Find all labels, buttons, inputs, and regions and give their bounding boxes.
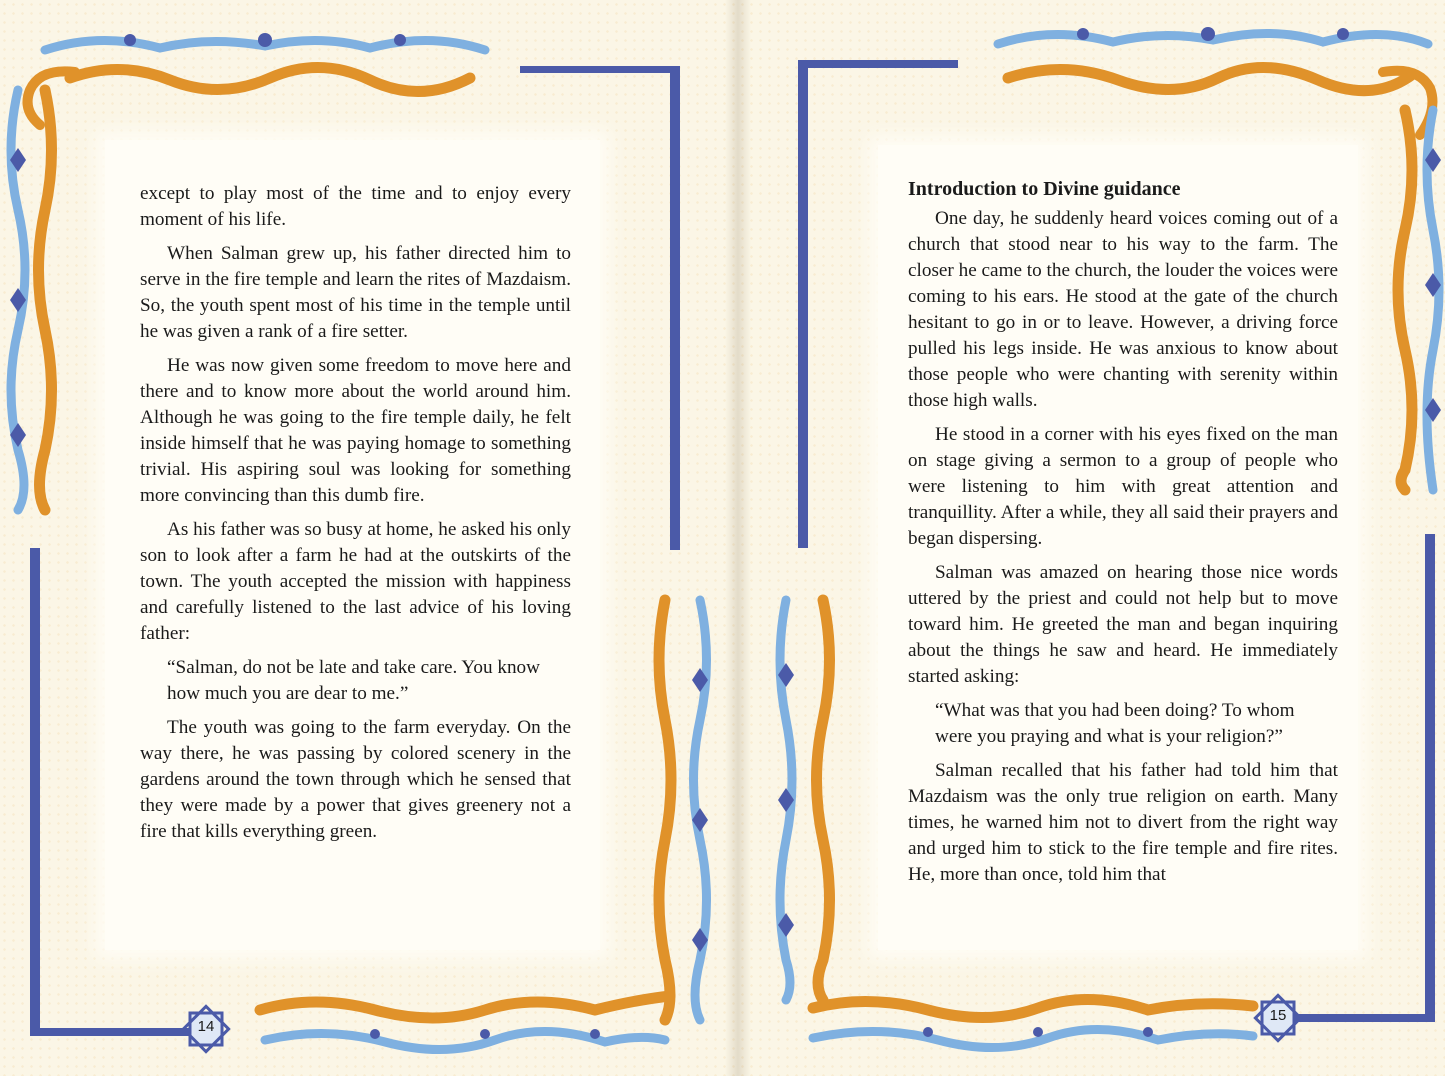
ornamental-border-icon	[1383, 110, 1445, 490]
right-frame-bar-left	[798, 60, 808, 548]
right-frame-bar-top	[798, 60, 958, 68]
right-frame-bar-bottom	[1293, 1014, 1435, 1022]
right-page-text	[908, 176, 1338, 896]
ornamental-border-icon	[645, 600, 720, 1020]
ornamental-border-icon	[808, 990, 1258, 1060]
paragraph: He was now given some freedom to move here and there and to know more about the world around him. Although he was going to the fire temple daily, he felt inside himself that he was paying homage to something trivial. His aspiring soul was looking for something more convincing than this dumb fire.	[140, 355, 571, 506]
paragraph: As his father was so busy at home, he asked his only son to look after a farm he had at the outskirts of the town. The youth accepted the mission with happiness and carefully listened to the last advice of his loving father:	[140, 519, 571, 644]
paragraph: When Salman grew up, his father directed him to serve in the fire temple and learn the rites of Mazdaism. So, the youth spent most of his time in the temple until he was given a rank of a fire setter.	[140, 243, 571, 342]
page-number: 14	[197, 1018, 215, 1035]
ornamental-border-icon	[0, 90, 70, 510]
ornamental-border-icon	[768, 600, 843, 1000]
section-heading: Introduction to Divine guidance	[908, 178, 1181, 200]
ornamental-border-icon	[993, 22, 1433, 112]
right-frame-bar-right	[1425, 534, 1435, 1022]
ornamental-border-icon	[40, 30, 490, 120]
left-frame-bar-left	[30, 548, 40, 1036]
paragraph: except to play most of the time and to enjoy every moment of his life.	[140, 183, 571, 230]
left-frame-bar-top	[520, 66, 680, 73]
page-number: 15	[1269, 1007, 1287, 1024]
paragraph: One day, he suddenly heard voices coming out of a church that stood near to his way to the farm. The closer he came to the church, the louder the voices were coming to his ears. He stood at the gate of the church hesitant to go in or to leave. However, a driving force pulled his legs inside. He was anxious to know about those people who were chanting with serenity within those high walls.	[908, 208, 1338, 411]
right-page	[738, 0, 1445, 1076]
left-frame-bar-bottom	[30, 1028, 190, 1036]
book-gutter	[725, 0, 751, 1076]
left-frame-bar-right	[670, 66, 680, 550]
left-page-text	[140, 181, 571, 853]
paragraph: Salman recalled that his father had told him that Mazdaism was the only true religion on earth. Many times, he warned him not to divert from the right way and urged him to stick to the fire temple and fire rites. He, more than once, told him that	[908, 760, 1338, 885]
paragraph: Salman was amazed on hearing those nice words uttered by the priest and could not help but to move toward him. He greeted the man and began inquiring about the things he saw and heard. He immediately started asking:	[908, 562, 1338, 687]
paragraph: He stood in a corner with his eyes fixed on the man on stage giving a sermon to a group of people who were listening to him with great attention and tranquillity. After a while, they all said their prayers and began dispersing.	[908, 424, 1338, 549]
quotation: “Salman, do not be late and take care. You know how much you are dear to me.”	[167, 657, 540, 704]
ornamental-border-icon	[255, 990, 675, 1060]
paragraph: The youth was going to the farm everyday. On the way there, he was passing by colored scenery in the gardens around the town through which he sensed that they were made by a power that gives greenery not a fire that kills everything green.	[140, 717, 571, 842]
quotation: “What was that you had been doing? To whom were you praying and what is your religion?”	[935, 700, 1295, 747]
